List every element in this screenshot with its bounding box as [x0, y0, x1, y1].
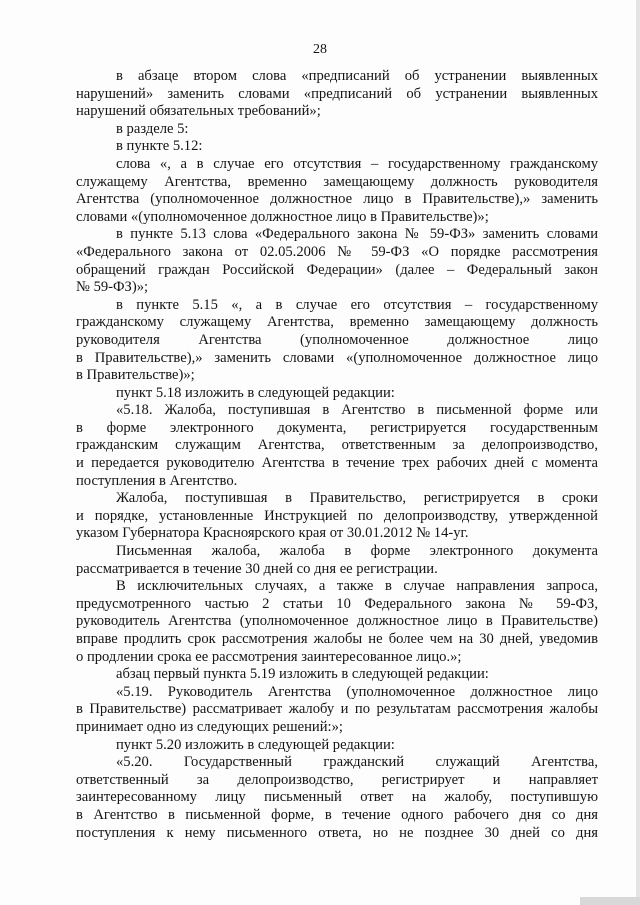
scan-corner-shadow: [580, 897, 640, 905]
text-line: нарушений» заменить словами «предписаний об устранении выявленных: [76, 85, 598, 102]
scan-edge: [636, 0, 640, 905]
text-line: руководителя Агентства (уполномоченное должностное лицо: [76, 331, 598, 348]
text-line: Жалоба, поступившая в Правительство, регистрируется в сроки: [116, 490, 598, 507]
text-line: в разделе 5:: [116, 120, 189, 137]
text-line: в форме электронного документа, регистрируется государственным: [76, 419, 598, 436]
text-line: в Правительстве)»;: [76, 367, 195, 384]
text-line: абзац первый пункта 5.19 изложить в следующей редакции:: [116, 666, 489, 683]
text-line: пункт 5.18 изложить в следующей редакции:: [116, 384, 395, 401]
text-line: заинтересованному лицу письменный ответ на жалобу, поступившую: [76, 789, 598, 806]
text-line: № 59-ФЗ)»;: [76, 279, 149, 296]
text-line: в абзаце втором слова «предписаний об устранении выявленных: [116, 68, 598, 84]
document-body: [76, 68, 598, 842]
text-line: в Правительстве) рассматривает жалобу и по результатам рассмотрения жалобы: [76, 701, 598, 718]
text-line: руководитель Агентства (уполномоченное должностное лицо в Правительстве): [76, 613, 598, 630]
text-line: в пункте 5.15 «, а в случае его отсутствия – государственному: [116, 296, 598, 313]
text-line: принимает одно из следующих решений:»;: [76, 718, 343, 735]
text-line: ответственный за делопроизводство, регистрирует и направляет: [76, 771, 598, 788]
text-line: указом Губернатора Красноярского края от 30.01.2012 № 14-уг.: [76, 525, 469, 542]
text-line: гражданскому служащему Агентства, временно замещающему должность: [76, 314, 598, 331]
text-line: и передается руководителю Агентства в течение трех рабочих дней с момента: [76, 455, 598, 472]
text-line: поступления в Агентство.: [76, 472, 238, 489]
text-line: о продлении срока ее рассмотрения заинтересованное лицо.»;: [76, 648, 462, 665]
text-line: в Агентство в письменной форме, в течение одного рабочего дня со дня: [76, 806, 598, 823]
page-number: 28: [313, 42, 327, 57]
text-line: обращений граждан Российской Федерации» (далее – Федеральный закон: [76, 261, 598, 278]
text-line: гражданским служащим Агентства, ответственным за делопроизводство,: [76, 437, 598, 454]
text-line: «5.19. Руководитель Агентства (уполномоченное должностное лицо: [116, 683, 598, 700]
text-line: поступления к нему письменного ответа, но не позднее 30 дней со дня: [76, 824, 598, 841]
text-line: предусмотренного частью 2 статьи 10 Федерального закона № 59-ФЗ,: [76, 595, 598, 612]
text-line: в пункте 5.13 слова «Федерального закона № 59-ФЗ» заменить словами: [116, 226, 598, 243]
text-line: «Федерального закона от 02.05.2006 № 59-ФЗ «О порядке рассмотрения: [76, 243, 598, 260]
text-line: В исключительных случаях, а также в случае направления запроса,: [116, 578, 598, 595]
text-line: рассматривается в течение 30 дней со дня ее регистрации.: [76, 560, 438, 577]
text-line: в Правительстве),» заменить словами «(уполномоченное должностное лицо: [76, 349, 598, 366]
text-line: «5.20. Государственный гражданский служащий Агентства,: [116, 754, 598, 771]
text-line: служащему Агентства, временно замещающему должность руководителя: [76, 173, 598, 190]
text-line: словами «(уполномоченное должностное лицо в Правительстве)»;: [76, 208, 489, 225]
text-line: «5.18. Жалоба, поступившая в Агентство в письменной форме или: [116, 402, 598, 419]
text-line: Письменная жалоба, жалоба в форме электронного документа: [116, 543, 598, 560]
text-line: и порядке, установленные Инструкцией по делопроизводству, утвержденной: [76, 507, 598, 524]
text-line: пункт 5.20 изложить в следующей редакции:: [116, 736, 395, 753]
text-line: вправе продлить срок рассмотрения жалобы не более чем на 30 дней, уведомив: [76, 631, 598, 647]
text-line: нарушений обязательных требований»;: [76, 103, 321, 120]
text-line: в пункте 5.12:: [116, 138, 203, 155]
text-line: слова «, а в случае его отсутствия – государственному гражданскому: [116, 155, 598, 172]
text-line: Агентства (уполномоченное должностное лицо в Правительстве),» заменить: [76, 191, 598, 208]
